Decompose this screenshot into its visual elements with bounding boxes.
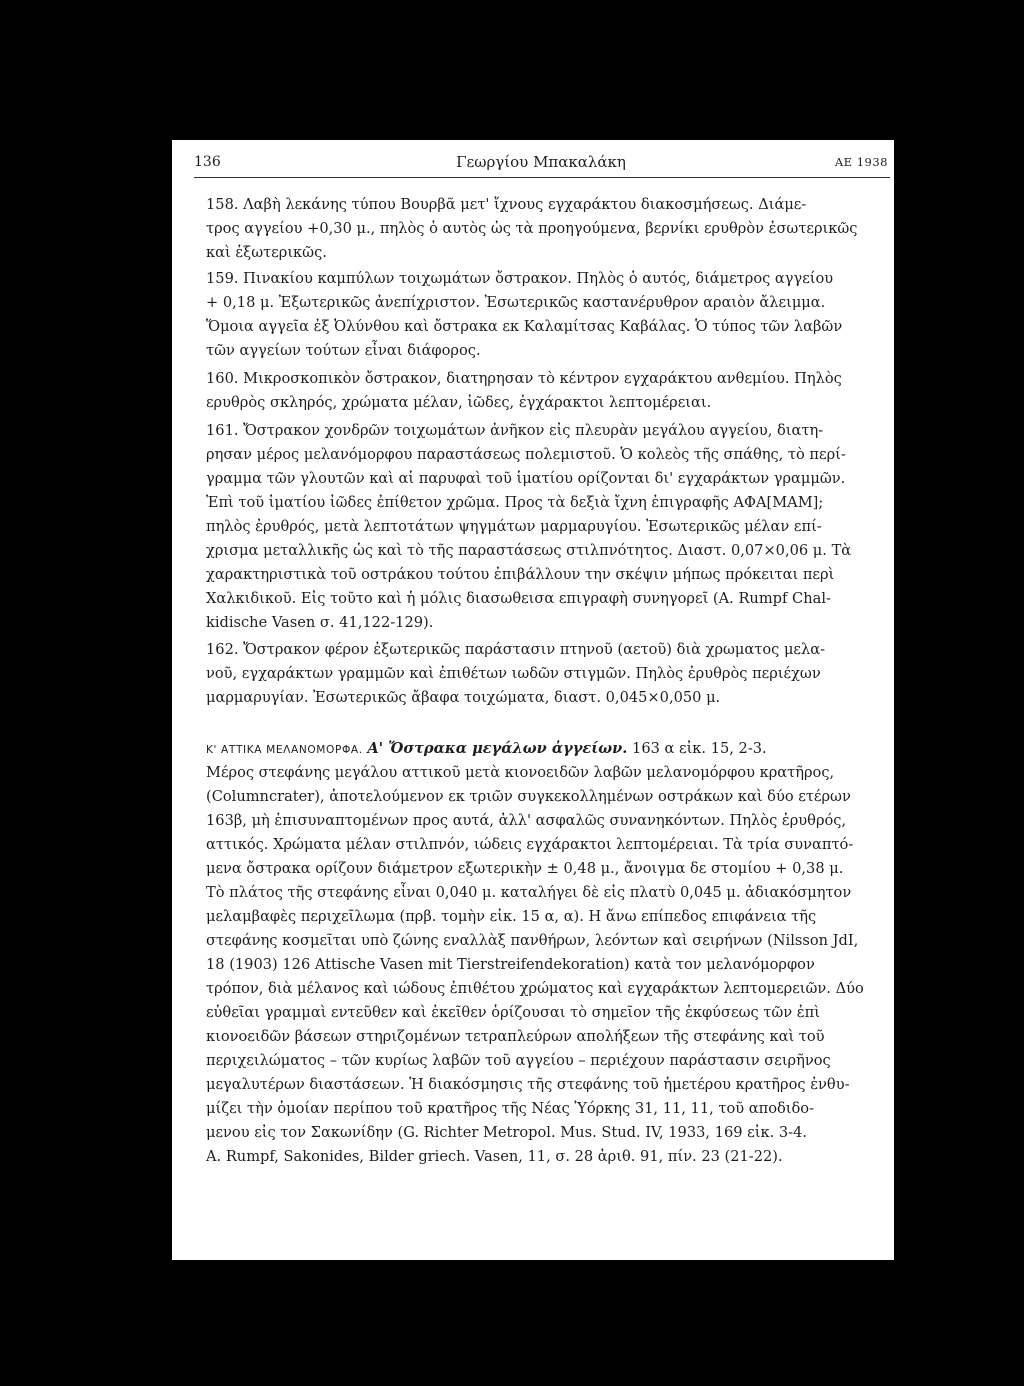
text-line: Μέρος στεφάνης μεγάλου αττικοῦ μετὰ κιονοειδῶν λαβῶν μελανομόρφου κρατῆρος, — [206, 764, 835, 781]
text-line: Ὅμοια αγγεῖα ἐξ Ὀλύνθου καὶ ὄστρακα εκ Καλαμίτσας Καβάλας. Ὁ τύπος τῶν λαβῶν — [206, 318, 843, 335]
text-line: γραμμα τῶν γλουτῶν καὶ αἱ παρυφαὶ τοῦ ἱματίου ορίζονται δι' εγχαράκτων γραμμῶν. — [206, 470, 846, 487]
text-line: Χαλκιδικοῦ. Εἰς τοῦτο καὶ ἡ μόλις διασωθεισα επιγραφὴ συνηγορεῖ (Α. Rumpf Chal- — [206, 590, 831, 607]
document-page — [172, 140, 894, 1260]
text-line: ερυθρὸς σκληρός, χρώματα μέλαν, ἰῶδες, ἐγχάρακτοι λεπτομέρειαι. — [206, 394, 712, 411]
text-line: Ἐπὶ τοῦ ἱματίου ἰῶδες ἐπίθετον χρῶμα. Προς τὰ δεξιὰ ἴχνη ἐπιγραφῆς ΑΦΑ[ΜΑΜ]; — [206, 494, 824, 511]
text-line: τρος αγγείου +0,30 μ., πηλὸς ὁ αυτὸς ὡς τὰ προηγούμενα, βερνίκι ερυθρὸν ἐσωτερικῶς — [206, 220, 858, 237]
text-line: 163β, μὴ ἐπισυναπτομένων προς αυτά, ἀλλ' ασφαλῶς συνανηκόντων. Πηλὸς ἐρυθρός, — [206, 812, 847, 829]
journal-reference: ΑΕ 1938 — [834, 155, 888, 169]
page-number: 136 — [194, 154, 221, 170]
text-line: μενου εἰς τον Σακωνίδην (G. Richter Metropol. Mus. Stud. IV, 1933, 169 εἰκ. 3-4. — [206, 1124, 807, 1141]
text-line: αττικός. Χρώματα μέλαν στιλπνόν, ιώδεις εγχάρακτοι λεπτομέρειαι. Τὰ τρία συναπτό- — [206, 836, 854, 853]
text-line: νοῦ, εγχαράκτων γραμμῶν καὶ ἐπιθέτων ιωδῶν στιγμῶν. Πηλὸς ἐρυθρὸς περιέχων — [206, 665, 821, 682]
text-line: μαρμαρυγίαν. Ἐσωτερικῶς ἄβαφα τοιχώματα, διαστ. 0,045×0,050 μ. — [206, 689, 721, 706]
text-line: περιχειλώματος – τῶν κυρίως λαβῶν τοῦ αγγείου – περιέχουν παράστασιν σειρῆνος — [206, 1052, 831, 1069]
text-line: kidische Vasen σ. 41,122-129). — [206, 614, 434, 631]
section-figure-reference: 163 α εἰκ. 15, 2-3. — [632, 740, 767, 757]
text-line: 162. Ὄστρακον φέρον ἐξωτερικῶς παράστασιν πτηνοῦ (αετοῦ) διὰ χρωματος μελα- — [206, 641, 826, 658]
running-title: Γεωργίου Μπακαλάκη — [456, 153, 626, 171]
section-lead: Κ' ΑΤΤΙΚΑ ΜΕΛΑΝΟΜΟΡΦΑ. — [206, 744, 363, 756]
text-line: τρόπον, διὰ μέλανος καὶ ιώδους ἐπιθέτου χρώματος καὶ εγχαράκτων λεπτομερειῶν. Δύο — [206, 980, 864, 997]
text-line: 161. Ὄστρακον χονδρῶν τοιχωμάτων ἀνῆκον εἰς πλευρὰν μεγάλου αγγείου, διατη- — [206, 422, 824, 439]
text-line: πηλὸς ἐρυθρός, μετὰ λεπτοτάτων ψηγμάτων μαρμαρυγίου. Ἐσωτερικῶς μέλαν επί- — [206, 518, 822, 535]
text-line: Τὸ πλάτος τῆς στεφάνης εἶναι 0,040 μ. καταλήγει δὲ εἰς πλατὺ 0,045 μ. ἀδιακόσμητον — [206, 884, 852, 901]
text-line: καὶ ἐξωτερικῶς. — [206, 244, 327, 261]
text-line: τῶν αγγείων τούτων εἶναι διάφορος. — [206, 342, 481, 359]
text-line: 159. Πινακίου καμπύλων τοιχωμάτων ὄστρακον. Πηλὸς ὁ αυτός, διάμετρος αγγείου — [206, 270, 834, 287]
text-line: 158. Λαβὴ λεκάνης τύπου Βουρβᾶ μετ' ἴχνους εγχαράκτου διακοσμήσεως. Διάμε- — [206, 196, 807, 213]
running-header — [194, 154, 888, 176]
text-line: χρισμα μεταλλικῆς ὡς καὶ τὸ τῆς παραστάσεως στιλπνότητος. Διαστ. 0,07×0,06 μ. Τὰ — [206, 542, 852, 559]
text-line: ρησαν μέρος μελανόμορφου παραστάσεως πολεμιστοῦ. Ὁ κολεὸς τῆς σπάθης, τὸ περί- — [206, 446, 846, 463]
text-line: 160. Μικροσκοπικὸν ὄστρακον, διατηρησαν τὸ κέντρον εγχαράκτου ανθεμίου. Πηλὸς — [206, 370, 842, 387]
text-line: μελαμβαφὲς περιχεῖλωμα (πρβ. τομὴν εἰκ. 15 α, α). Η ἄνω επίπεδος επιφάνεια τῆς — [206, 908, 817, 925]
text-line: χαρακτηριστικὰ τοῦ οστράκου τούτου ἐπιβάλλουν την σκέψιν μήπως πρόκειται περὶ — [206, 566, 835, 583]
text-line: μίζει τὴν ὁμοίαν περίπου τοῦ κρατῆρος τῆς Νέας Ὑόρκης 31, 11, 11, τοῦ αποδιδο- — [206, 1100, 815, 1117]
text-line: (Columncrater), ἀποτελούμενον εκ τριῶν συγκεκολλημένων οστράκων καὶ δύο ετέρων — [206, 788, 851, 805]
section-heading — [206, 737, 890, 761]
section-title: Α' Ὄστρακα μεγάλων ἀγγείων. — [367, 740, 628, 757]
text-line: εὐθεῖαι γραμμαὶ εντεῦθεν καὶ ἐκεῖθεν ὁρίζουσαι τὸ σημεῖον τῆς ἐκφύσεως τῶν ἐπὶ — [206, 1004, 820, 1021]
text-line: 18 (1903) 126 Attische Vasen mit Tierstreifendekoration) κατὰ τον μελανόμορφον — [206, 956, 815, 973]
text-line: μενα ὄστρακα ορίζουν διάμετρον εξωτερικὴν ± 0,48 μ., ἄνοιγμα δε στομίου + 0,38 μ. — [206, 860, 844, 877]
text-line: + 0,18 μ. Ἐξωτερικῶς ἀνεπίχριστον. Ἐσωτερικῶς καστανέρυθρον αραιὸν ἄλειμμα. — [206, 294, 826, 311]
text-line: κιονοειδῶν βάσεων στηριζομένων τετραπλεύρων απολήξεων τῆς στεφάνης καὶ τοῦ — [206, 1028, 825, 1045]
text-line: A. Rumpf, Sakonides, Bilder griech. Vasen, 11, σ. 28 ἀριθ. 91, πίν. 23 (21-22). — [206, 1148, 783, 1165]
text-line: μεγαλυτέρων διαστάσεων. Ἡ διακόσμησις τῆς στεφάνης τοῦ ἡμετέρου κρατῆρος ἐνθυ- — [206, 1076, 850, 1093]
text-line: στεφάνης κοσμεῖται υπὸ ζώνης εναλλὰξ πανθήρων, λεόντων καὶ σειρήνων (Nilsson JdI, — [206, 932, 859, 949]
header-rule — [194, 177, 890, 178]
